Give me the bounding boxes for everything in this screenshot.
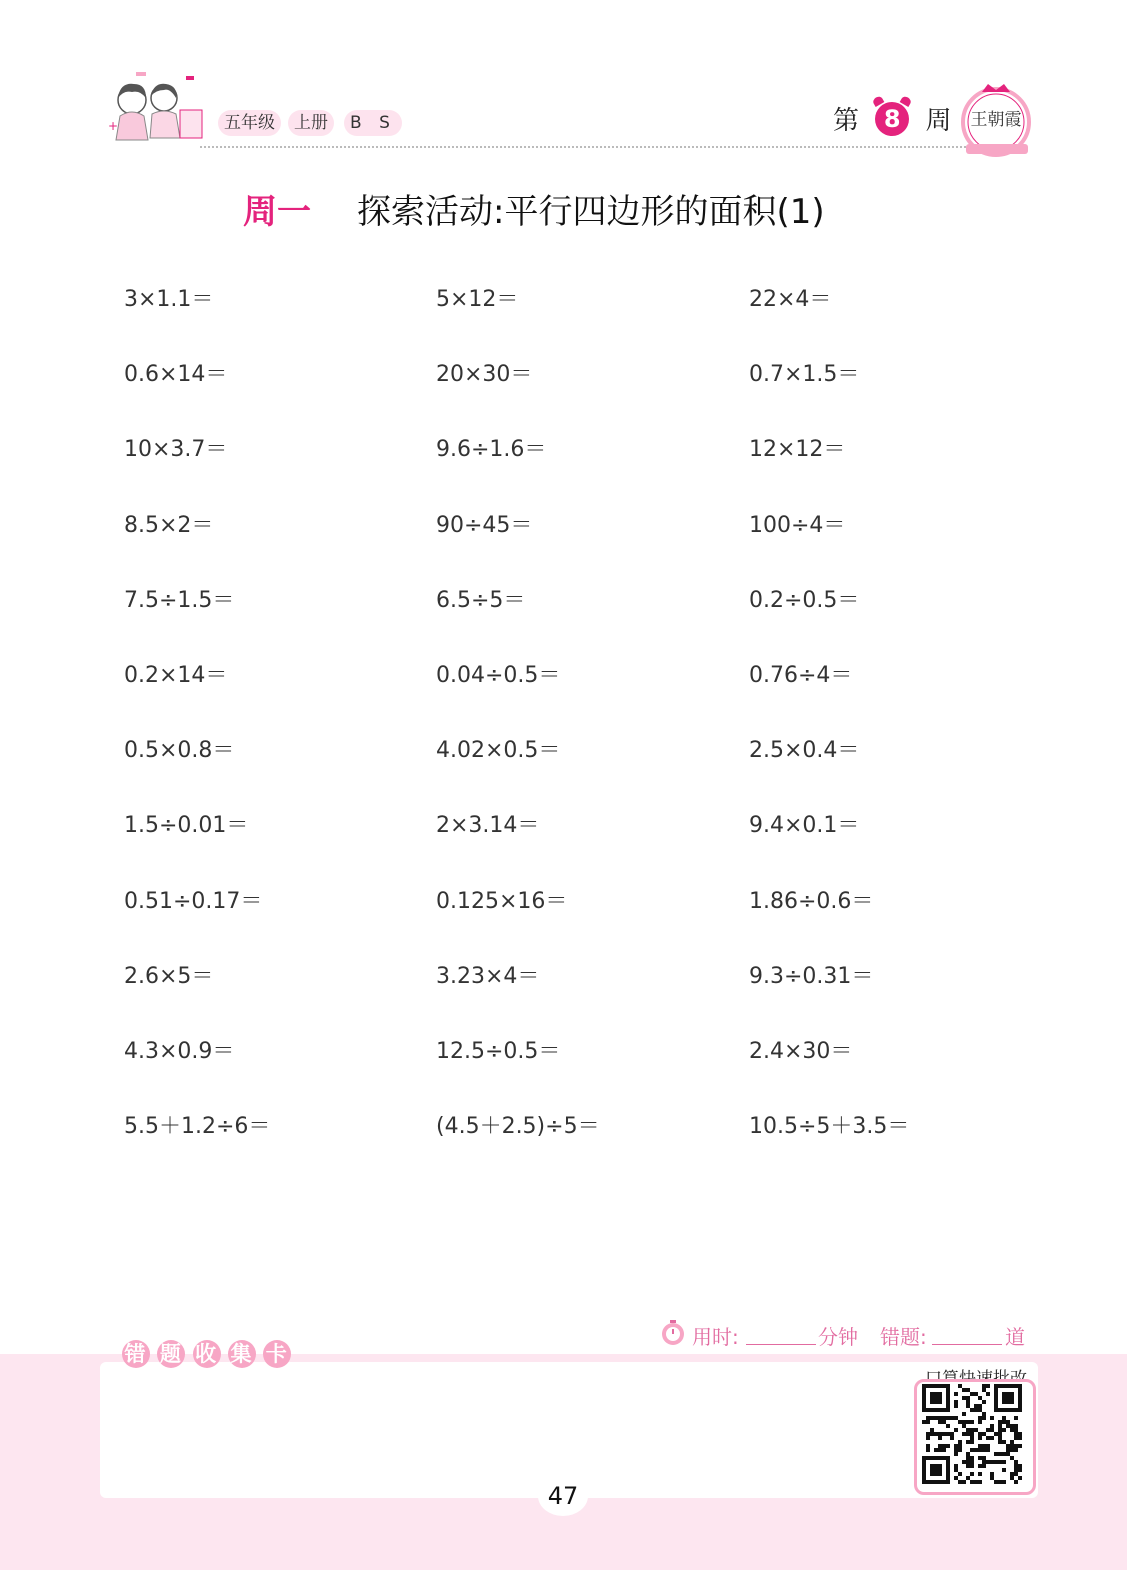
volume-label: 上册 [288, 110, 334, 136]
math-problem[interactable]: 2.5×0.4＝ [749, 738, 860, 763]
card-title-char: 收 [193, 1340, 221, 1368]
math-problem[interactable]: 9.6÷1.6＝ [436, 437, 547, 462]
math-problem[interactable]: 0.51÷0.17＝ [124, 889, 263, 914]
errors-answer-line[interactable] [932, 1344, 1002, 1345]
math-problem[interactable]: (4.5＋2.5)÷5＝ [436, 1114, 600, 1139]
math-problem[interactable]: 9.3÷0.31＝ [749, 964, 874, 989]
page-number: 47 [547, 1482, 579, 1510]
math-problem[interactable]: 10×3.7＝ [124, 437, 228, 462]
math-problem[interactable]: 10.5÷5＋3.5＝ [749, 1114, 910, 1139]
lesson-day: 周一 [243, 192, 311, 232]
math-problem[interactable]: 0.125×16＝ [436, 889, 568, 914]
math-problem[interactable]: 22×4＝ [749, 287, 832, 312]
alarm-clock-icon: 8 [875, 102, 909, 136]
children-illustration-icon [106, 70, 210, 154]
math-problem[interactable]: 9.4×0.1＝ [749, 813, 860, 838]
card-title-char: 集 [228, 1340, 256, 1368]
math-problem[interactable]: 0.2×14＝ [124, 663, 228, 688]
math-problem[interactable]: 4.02×0.5＝ [436, 738, 561, 763]
math-problem[interactable]: 1.5÷0.01＝ [124, 813, 249, 838]
qr-code-icon[interactable] [921, 1384, 1023, 1484]
math-problem[interactable]: 3×1.1＝ [124, 287, 214, 312]
week-indicator [833, 100, 952, 144]
math-problem[interactable]: 0.5×0.8＝ [124, 738, 235, 763]
card-title-char: 卡 [263, 1340, 291, 1368]
math-problem[interactable]: 3.23×4＝ [436, 964, 540, 989]
errors-label: 错题: [880, 1325, 927, 1349]
math-problem[interactable]: 12×12＝ [749, 437, 846, 462]
error-collection-card-title [122, 1340, 289, 1368]
math-problem[interactable]: 5×12＝ [436, 287, 519, 312]
math-problem[interactable]: 100÷4＝ [749, 513, 846, 538]
math-problem[interactable]: 6.5÷5＝ [436, 588, 526, 613]
math-problem[interactable]: 2.4×30＝ [749, 1039, 853, 1064]
header-divider [200, 146, 970, 148]
math-problem[interactable]: 20×30＝ [436, 362, 533, 387]
card-title-char: 错 [122, 1340, 150, 1368]
lesson-topic: 探索活动:平行四边形的面积(1) [357, 192, 825, 232]
math-problem[interactable]: 5.5＋1.2÷6＝ [124, 1114, 271, 1139]
stopwatch-icon [660, 1320, 686, 1346]
math-problem[interactable]: 0.04÷0.5＝ [436, 663, 561, 688]
math-problem[interactable]: 2×3.14＝ [436, 813, 540, 838]
math-problem[interactable]: 90÷45＝ [436, 513, 533, 538]
week-prefix: 第 [833, 106, 860, 136]
time-errors-bar [660, 1318, 1060, 1350]
time-unit: 分钟 [818, 1325, 858, 1349]
math-problem[interactable]: 4.3×0.9＝ [124, 1039, 235, 1064]
week-suffix: 周 [925, 106, 952, 136]
brand-seal-text: 王朝霞 [970, 110, 1022, 130]
time-label: 用时: [692, 1325, 739, 1349]
grade-label: 五年级 [218, 110, 281, 136]
card-title-char: 题 [157, 1340, 185, 1368]
math-problem[interactable]: 0.6×14＝ [124, 362, 228, 387]
math-problem[interactable]: 1.86÷0.6＝ [749, 889, 874, 914]
svg-text:+: + [108, 119, 119, 133]
math-problem[interactable]: 12.5÷0.5＝ [436, 1039, 561, 1064]
math-problem[interactable]: 7.5÷1.5＝ [124, 588, 235, 613]
page-header [0, 0, 1127, 170]
math-problem[interactable]: 0.7×1.5＝ [749, 362, 860, 387]
math-problem[interactable]: 2.6×5＝ [124, 964, 214, 989]
math-problem[interactable]: 0.2÷0.5＝ [749, 588, 860, 613]
time-answer-line[interactable] [746, 1344, 816, 1345]
lesson-title [0, 184, 1127, 234]
errors-unit: 道 [1005, 1325, 1025, 1349]
math-problem[interactable]: 8.5×2＝ [124, 513, 214, 538]
edition-label: B S [344, 110, 402, 136]
math-problem[interactable]: 0.76÷4＝ [749, 663, 853, 688]
